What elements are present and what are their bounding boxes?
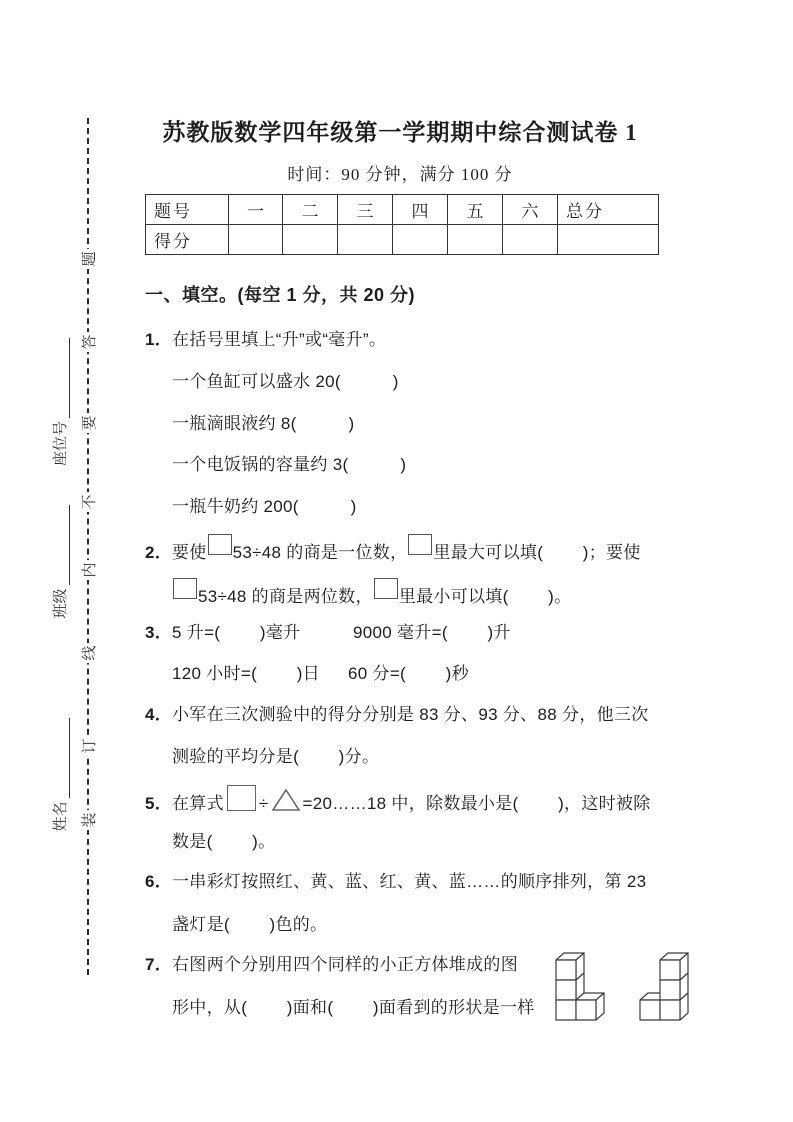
score-table-score-row [146, 225, 659, 255]
q4-text: 小军在三次测验中的得分分别是 83 分、93 分、88 分，他三次 [172, 705, 649, 724]
q1-text: 在括号里填上“升”或“毫升”。 [172, 330, 387, 349]
name-label: 姓名 [52, 801, 69, 832]
question-4-line-2: 测验的平均分是( )分。 [172, 747, 380, 766]
q3-conversion: 120 小时=( )日 [172, 664, 320, 683]
q5-text: =20……18 中，除数最小是( )，这时被除 [302, 794, 651, 813]
score-table-header-row [146, 195, 659, 225]
binding-text-char: 装 [78, 810, 98, 830]
cube-figure-left [548, 940, 614, 1028]
q2-text: 53÷48 的商是一位数， [232, 543, 408, 562]
q5-text: 在算式 [172, 794, 224, 813]
question-6-line-1 [145, 870, 646, 894]
binding-text-char: 订 [78, 736, 98, 756]
class-blank [56, 506, 70, 586]
cube-figure-right [632, 940, 698, 1028]
score-cell-empty [229, 225, 283, 255]
name-field [50, 715, 70, 835]
q5-number: 5． [145, 794, 173, 813]
q5-divide-sign: ÷ [258, 794, 269, 813]
class-label: 班级 [52, 588, 69, 619]
q6-text: 一串彩灯按照红、黄、蓝、红、黄、蓝……的顺序排列，第 23 [172, 872, 647, 891]
blank-box [374, 578, 398, 599]
binding-text-char: 不 [78, 492, 98, 512]
question-6-line-2: 盏灯是( )色的。 [172, 915, 328, 934]
binding-text-char: 题 [78, 249, 98, 269]
score-table-col: 四 [393, 195, 448, 225]
paper-subtitle: 时间：90 分钟，满分 100 分 [287, 165, 513, 184]
seat-number-field [50, 333, 70, 471]
q2-text: 53÷48 的商是两位数， [198, 587, 373, 606]
blank-box [173, 578, 197, 599]
blank-box [208, 534, 232, 555]
q2-number: 2． [145, 543, 173, 562]
seat-number-blank [56, 338, 70, 418]
score-cell-empty [503, 225, 558, 255]
binding-text-char: 答 [78, 332, 98, 352]
score-row-label: 得分 [146, 225, 229, 255]
q4-number: 4． [145, 705, 173, 724]
binding-text-char: 内 [78, 560, 98, 580]
blank-box [408, 534, 432, 555]
q1-item-3: 一个电饭锅的容量约 3( ) [172, 455, 407, 474]
q3-conversion: 5 升=( )毫升 [172, 623, 301, 642]
score-cell-empty [558, 225, 659, 255]
class-field [50, 502, 70, 622]
binding-text-char: 线 [78, 643, 98, 663]
q2-text: 里最大可以填( )；要使 [433, 543, 641, 562]
question-7-line-1 [145, 953, 518, 977]
question-2-line-2 [172, 578, 571, 609]
q3-conversion: 60 分=( )秒 [348, 664, 469, 683]
score-table-col: 五 [448, 195, 503, 225]
section-1-heading: 一、填空。(每空 1 分，共 20 分) [145, 285, 416, 305]
q2-text: 要使 [172, 543, 207, 562]
q7-number: 7． [145, 955, 173, 974]
question-3-line-1 [145, 621, 705, 645]
q3-conversion: 9000 毫升=( )升 [353, 623, 511, 642]
score-cell-empty [338, 225, 393, 255]
question-1 [145, 328, 386, 352]
q2-text: 里最小可以填( )。 [398, 587, 572, 606]
score-cell-empty [283, 225, 338, 255]
question-4-line-1 [145, 703, 649, 727]
question-5-line-1 [145, 785, 651, 816]
score-table-corner: 题号 [146, 195, 229, 225]
question-7-line-2: 形中，从( )面和( )面看到的形状是一样 [172, 998, 535, 1017]
q1-item-1: 一个鱼缸可以盛水 20( ) [172, 372, 399, 391]
binding-dashed-line [87, 118, 89, 975]
score-table-col: 二 [283, 195, 338, 225]
q6-number: 6． [145, 872, 173, 891]
name-blank [56, 719, 70, 799]
score-table-col: 三 [338, 195, 393, 225]
q1-item-2: 一瓶滴眼液约 8( ) [172, 414, 355, 433]
q3-number: 3． [145, 623, 173, 642]
seat-number-label: 座位号 [52, 421, 69, 467]
score-table-col: 六 [503, 195, 558, 225]
binding-text-char: 要 [78, 413, 98, 433]
q1-number: 1． [145, 330, 173, 349]
divisor-triangle [271, 788, 301, 812]
question-5-line-2: 数是( )。 [172, 832, 276, 851]
score-table-col-total: 总分 [558, 195, 659, 225]
paper-title: 苏教版数学四年级第一学期期中综合测试卷 1 [162, 120, 638, 145]
score-table [145, 194, 659, 255]
score-cell-empty [448, 225, 503, 255]
q1-item-4: 一瓶牛奶约 200( ) [172, 497, 357, 516]
score-table-col: 一 [229, 195, 283, 225]
question-2-line-1 [145, 534, 641, 565]
score-cell-empty [393, 225, 448, 255]
dividend-box [227, 785, 256, 811]
q7-text: 右图两个分别用四个同样的小正方体堆成的图 [172, 955, 518, 974]
